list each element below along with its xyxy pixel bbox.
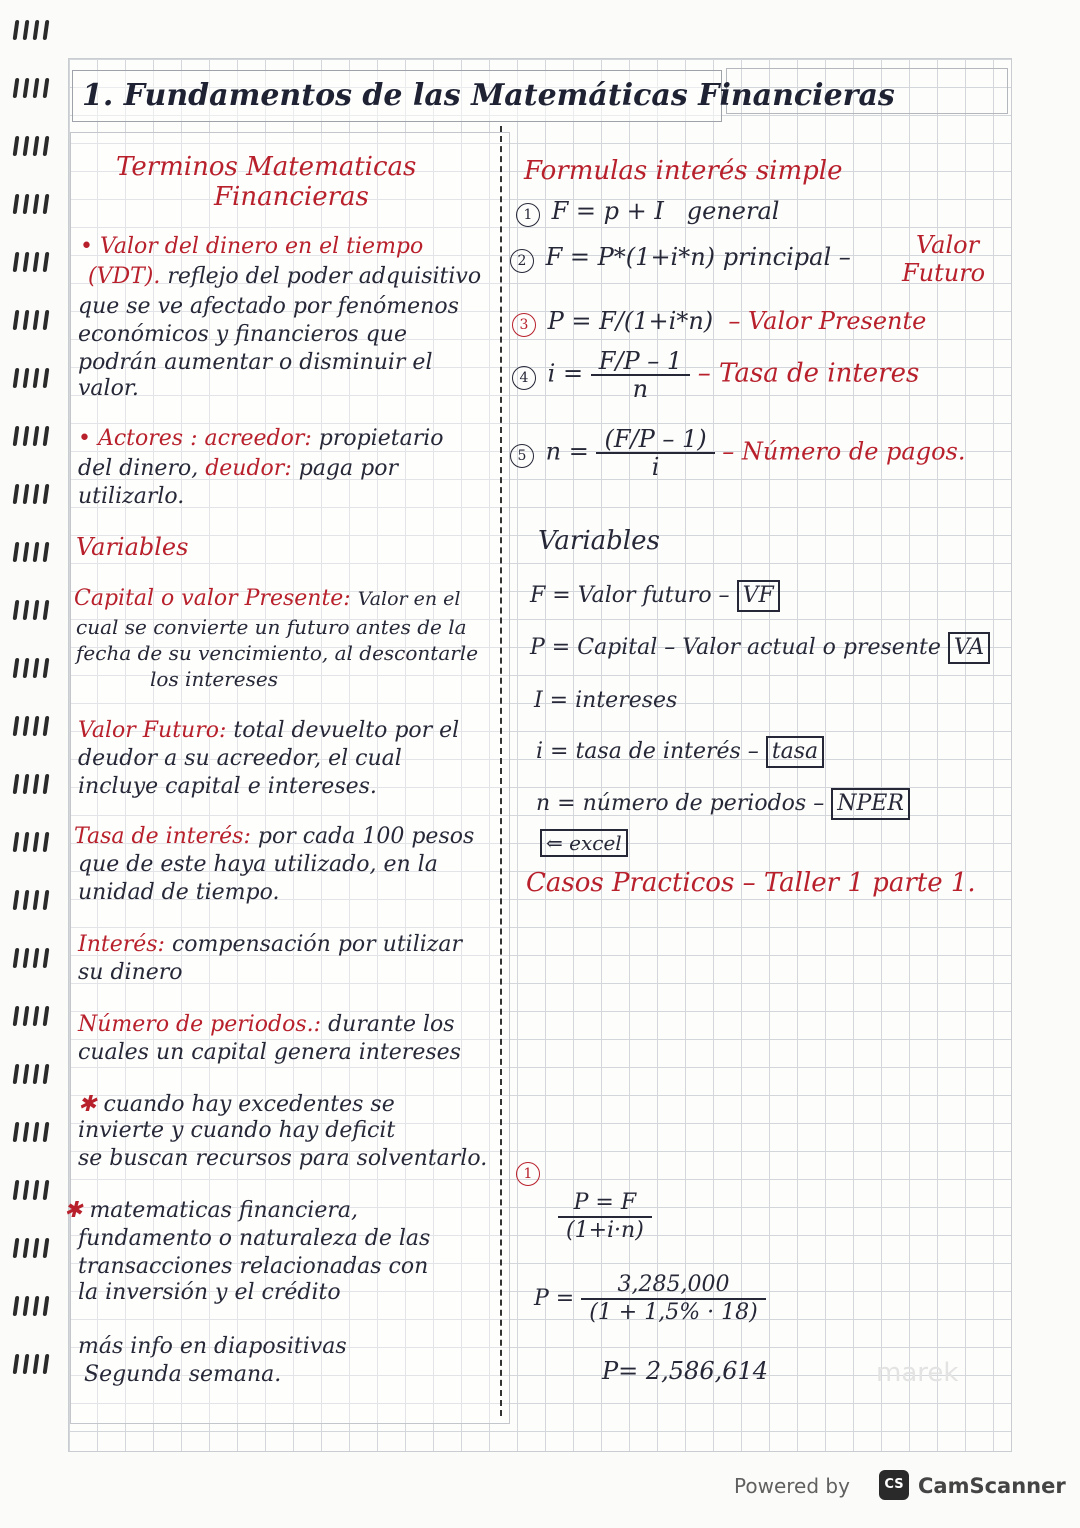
example-result: P= 2,586,614: [602, 1357, 769, 1385]
capital-rest: Valor en el: [357, 588, 461, 610]
asterisk-icon: ✱: [78, 1092, 97, 1117]
var-f-text: Valor futuro –: [577, 583, 730, 608]
tasa-term: Tasa de interés:: [74, 824, 251, 849]
example-sub-lhs: P =: [534, 1286, 575, 1311]
var-tasa-box: tasa: [766, 736, 824, 768]
var-tasa-text: tasa de interés –: [575, 739, 759, 764]
interes-rest: compensación por utilizar: [171, 932, 463, 957]
interes-line1: [78, 930, 462, 960]
formula-1-expr: F = p + I: [551, 197, 664, 225]
formula-5: [510, 426, 966, 480]
var-row-tasa: [536, 736, 824, 768]
spiral-coil: [8, 716, 54, 736]
spiral-coil: [8, 1354, 54, 1374]
var-n-box: NPER: [831, 788, 910, 820]
formula-2-label2: Valor: [916, 231, 980, 259]
formula-4-number: 4: [512, 366, 536, 390]
nota1-line-0: cuando hay excedentes se: [103, 1092, 395, 1117]
arrow-icon: ⇐: [546, 831, 563, 855]
spiral-coil: [8, 890, 54, 910]
formula-2-label3: Futuro: [902, 259, 986, 287]
formula-5-number: 5: [510, 444, 534, 468]
example-formula-denominator: (1+i·n): [566, 1218, 644, 1243]
right-variables-heading: Variables: [538, 526, 660, 556]
acreedor-desc: propietario: [318, 426, 444, 451]
column-divider: [500, 126, 502, 1416]
deudor-desc: paga por: [298, 456, 398, 481]
vdt-line-1: que se ve afectado por fenómenos: [78, 294, 459, 319]
formula-1-number: 1: [516, 203, 540, 227]
nota2-line-1: fundamento o naturaleza de las: [78, 1226, 431, 1251]
interes-line-0: su dinero: [78, 960, 183, 985]
spiral-coil: [8, 832, 54, 852]
var-n-text: número de periodos –: [582, 791, 825, 816]
left-heading-line2: Financieras: [214, 182, 369, 212]
example-formula-fraction: [558, 1190, 652, 1244]
example-number-wrap: [516, 1158, 544, 1188]
page-title: 1. Fundamentos de las Matemáticas Financieras: [82, 78, 895, 113]
example-formula-numerator: P = F: [558, 1190, 652, 1218]
actores-line1: [78, 424, 444, 454]
spiral-coil: [8, 600, 54, 620]
futuro-rest: total devuelto por el: [233, 718, 460, 743]
var-row-n: [536, 788, 910, 820]
example-substitution: [534, 1272, 766, 1326]
actores-line3: utilizarlo.: [78, 484, 185, 509]
tasa-rest: por cada 100 pesos: [257, 824, 475, 849]
example-formula: [558, 1190, 652, 1244]
vdt-line1: [88, 262, 481, 292]
vdt-term-row: [80, 232, 423, 262]
excel-label: excel: [569, 831, 622, 855]
notebook-spiral: [8, 20, 54, 1420]
var-p-text: Capital – Valor actual o presente: [577, 635, 941, 660]
capital-term: Capital o valor Presente:: [74, 586, 351, 611]
vdt-line-3: podrán aumentar o disminuir el: [78, 350, 433, 375]
casos-practicos: Casos Practicos – Taller 1 parte 1.: [526, 868, 976, 898]
acreedor-term: acreedor:: [204, 426, 312, 451]
futuro-term: Valor Futuro:: [78, 718, 227, 743]
vdt-abbr: (VDT).: [88, 264, 161, 289]
formulas-heading: Formulas interés simple: [524, 156, 843, 186]
example-sub-denominator: (1 + 1,5% · 18): [589, 1300, 758, 1325]
spiral-coil: [8, 20, 54, 40]
formula-4-lhs: i =: [547, 359, 584, 388]
example-sub-numerator: 3,285,000: [581, 1272, 765, 1300]
formula-2-expr: F = P*(1+i*n): [545, 243, 716, 271]
watermark: marek: [876, 1358, 959, 1388]
mas-info-line-0: más info en diapositivas: [78, 1334, 347, 1359]
spiral-coil: [8, 310, 54, 330]
camscanner-brand: CamScanner: [918, 1474, 1066, 1498]
excel-box: [540, 829, 628, 857]
capital-line-1: fecha de su vencimiento, al descontarle: [76, 641, 479, 665]
formula-4-denominator: n: [632, 375, 649, 403]
spiral-coil: [8, 1006, 54, 1026]
capital-line1: [74, 584, 461, 614]
spiral-coil: [8, 948, 54, 968]
formula-3: [512, 306, 926, 337]
camscanner-logo-icon: CS: [879, 1470, 909, 1500]
formula-3-expr: P = F/(1+i*n): [547, 307, 714, 335]
vdt-line-0: reflejo del poder adquisitivo: [167, 264, 482, 289]
nota1-line-1: invierte y cuando hay deficit: [78, 1118, 396, 1143]
futuro-line-1: incluye capital e intereses.: [78, 774, 377, 799]
formula-1-label: general: [686, 197, 780, 225]
tasa-line1: [74, 822, 474, 852]
spiral-coil: [8, 542, 54, 562]
left-variables-heading: Variables: [76, 533, 189, 561]
periodos-rest: durante los: [328, 1012, 455, 1037]
spiral-coil: [8, 78, 54, 98]
spiral-coil: [8, 658, 54, 678]
spiral-coil: [8, 426, 54, 446]
nota2-line-0: matematicas financiera,: [89, 1198, 358, 1223]
deudor-term: deudor:: [205, 456, 292, 481]
var-row-i: [534, 686, 677, 716]
spiral-coil: [8, 252, 54, 272]
actores-label: • Actores :: [78, 426, 198, 451]
formula-5-denominator: i: [651, 453, 660, 481]
var-row-f: [530, 580, 780, 612]
formula-2: [510, 242, 851, 273]
tasa-line-0: que de este haya utilizado, en la: [78, 852, 438, 877]
actores-line2: [78, 454, 398, 484]
var-i-lhs: I =: [534, 688, 569, 713]
vdt-term: • Valor del dinero en el tiempo: [80, 234, 424, 259]
capital-line-2: los intereses: [150, 667, 278, 691]
periodos-line1: [78, 1010, 455, 1040]
capital-line-0: cual se convierte un futuro antes de la: [76, 615, 467, 639]
spiral-coil: [8, 194, 54, 214]
var-i-text: intereses: [575, 688, 678, 713]
formula-4-numerator: F/P – 1: [591, 348, 690, 376]
formula-5-label: – Número de pagos.: [722, 437, 966, 466]
spiral-coil: [8, 774, 54, 794]
spiral-coil: [8, 136, 54, 156]
example-number: 1: [516, 1162, 540, 1186]
futuro-line1: [78, 716, 459, 746]
var-f-lhs: F =: [530, 583, 571, 608]
formula-4: [512, 348, 919, 402]
var-row-p: [530, 632, 990, 664]
interes-term: Interés:: [78, 932, 165, 957]
formula-4-label: – Tasa de interes: [697, 358, 920, 389]
nota2-line-2: transacciones relacionadas con: [78, 1254, 429, 1279]
vdt-line-4: valor.: [78, 376, 139, 401]
nota2-line0: [64, 1196, 358, 1226]
vdt-line-2: económicos y financieros que: [78, 322, 407, 347]
nota2-line-3: la inversión y el crédito: [78, 1280, 341, 1305]
futuro-line-0: deudor a su acreedor, el cual: [78, 746, 402, 771]
spiral-coil: [8, 484, 54, 504]
asterisk-icon: ✱: [64, 1198, 83, 1223]
spiral-coil: [8, 1122, 54, 1142]
left-heading-line1: Terminos Matematicas: [116, 152, 417, 182]
spiral-coil: [8, 1180, 54, 1200]
excel-row: [540, 828, 628, 858]
tasa-line-1: unidad de tiempo.: [78, 880, 280, 905]
var-p-lhs: P =: [530, 635, 571, 660]
formula-4-fraction: [591, 348, 690, 402]
formula-3-label: – Valor Presente: [728, 307, 927, 335]
periodos-line-0: cuales un capital genera intereses: [78, 1040, 461, 1065]
var-tasa-lhs: i =: [536, 739, 569, 764]
nota1-line-2: se buscan recursos para solventarlo.: [78, 1146, 488, 1171]
spiral-coil: [8, 1296, 54, 1316]
formula-3-number: 3: [512, 313, 536, 337]
var-n-lhs: n =: [536, 791, 576, 816]
example-sub-fraction: [581, 1272, 765, 1326]
formula-5-numerator: (F/P – 1): [596, 426, 714, 454]
formula-1: [516, 196, 779, 227]
formula-2-label: principal –: [722, 243, 851, 271]
formula-5-lhs: n =: [545, 437, 589, 466]
formula-5-fraction: [596, 426, 714, 480]
mas-info-line-1: Segunda semana.: [84, 1362, 282, 1387]
footer-powered: Powered by: [734, 1474, 850, 1498]
spiral-coil: [8, 1238, 54, 1258]
var-f-box: VF: [737, 580, 780, 612]
spiral-coil: [8, 1064, 54, 1084]
actores-line2-pre: del dinero,: [78, 456, 199, 481]
formula-2-number: 2: [510, 249, 534, 273]
spiral-coil: [8, 368, 54, 388]
var-p-box: VA: [948, 632, 990, 664]
periodos-term: Número de periodos.:: [78, 1012, 322, 1037]
